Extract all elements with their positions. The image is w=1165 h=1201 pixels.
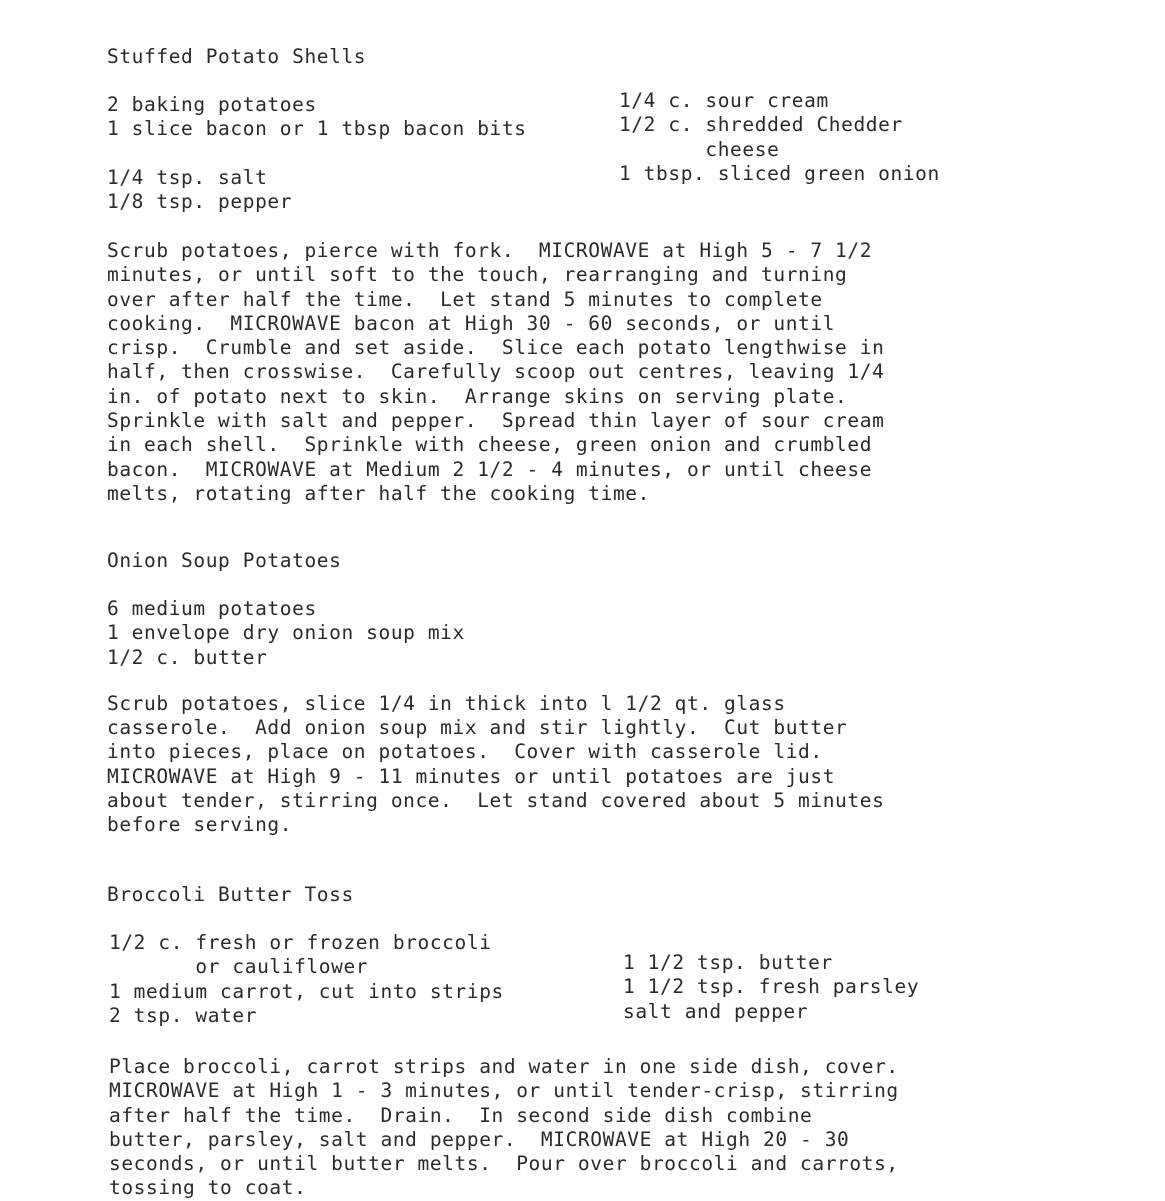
direction-line: about tender, stirring once. Let stand covered about 5 minutes: [107, 789, 885, 813]
direction-line: before serving.: [107, 813, 293, 837]
direction-line: cooking. MICROWAVE bacon at High 30 - 60 seconds, or until: [107, 311, 836, 335]
direction-line: Sprinkle with salt and pepper. Spread thin layer of sour cream: [107, 409, 885, 433]
ingredient-line: 2 tsp. water: [109, 1003, 258, 1027]
recipe-broccoli-butter-toss: [107, 883, 1107, 1201]
direction-line: casserole. Add onion soup mix and stir lightly. Cut butter: [107, 716, 848, 740]
ingredients-left-column: [107, 93, 527, 214]
ingredient-line: 1/4 tsp. salt: [107, 165, 268, 189]
recipe-onion-soup-potatoes: [107, 549, 1107, 838]
recipe-title: Broccoli Butter Toss: [107, 883, 354, 906]
ingredient-list: [107, 89, 1107, 215]
ingredient-line: cheese: [619, 137, 780, 161]
recipe-directions: [107, 692, 1107, 838]
ingredient-line: 6 medium potatoes: [107, 597, 317, 620]
ingredient-line: 1/4 c. sour cream: [619, 89, 829, 112]
direction-line: in. of potato next to skin. Arrange skins on serving plate.: [107, 384, 848, 408]
direction-line: Scrub potatoes, slice 1/4 in thick into l 1/2 qt. glass: [107, 691, 786, 715]
direction-line: melts, rotating after half the cooking time.: [107, 481, 650, 505]
direction-line: half, then crosswise. Carefully scoop out centres, leaving 1/4: [107, 360, 885, 384]
direction-line: over after half the time. Let stand 5 minutes to complete: [107, 287, 823, 311]
ingredient-line: 1/8 tsp. pepper: [107, 190, 293, 214]
direction-line: Scrub potatoes, pierce with fork. MICROWAVE at High 5 - 7 1/2: [107, 239, 873, 262]
ingredient-line: 1 1/2 tsp. fresh parsley: [623, 975, 920, 999]
ingredient-line: 1 slice bacon or 1 tbsp bacon bits: [107, 117, 527, 141]
recipe-directions: [107, 239, 1107, 506]
direction-line: crisp. Crumble and set aside. Slice each potato lengthwise in: [107, 336, 885, 360]
ingredients-right-column: [619, 89, 940, 186]
direction-line: minutes, or until soft to the touch, rearranging and turning: [107, 263, 848, 287]
direction-line: after half the time. Drain. In second side dish combine: [109, 1103, 813, 1127]
recipe-stuffed-potato-shells: [107, 45, 1107, 506]
ingredient-line: [107, 142, 527, 166]
ingredient-line: 1/2 c. butter: [107, 645, 268, 669]
ingredients-right-column: [623, 951, 919, 1024]
ingredient-list: [107, 931, 1107, 1029]
ingredient-line: 1 1/2 tsp. butter: [623, 951, 833, 974]
recipe-title: Stuffed Potato Shells: [107, 45, 367, 68]
recipe-directions: [109, 1055, 1107, 1201]
ingredient-line: or cauliflower: [109, 955, 369, 979]
ingredient-line: 1 envelope dry onion soup mix: [107, 621, 465, 645]
ingredient-line: 1 medium carrot, cut into strips: [109, 979, 504, 1003]
direction-line: bacon. MICROWAVE at Medium 2 1/2 - 4 minutes, or until cheese: [107, 457, 873, 481]
direction-line: in each shell. Sprinkle with cheese, green onion and crumbled: [107, 433, 873, 457]
ingredient-list: [107, 597, 1107, 670]
direction-line: Place broccoli, carrot strips and water in one side dish, cover.: [109, 1055, 899, 1078]
direction-line: seconds, or until butter melts. Pour over broccoli and carrots,: [109, 1152, 899, 1176]
direction-line: into pieces, place on potatoes. Cover with casserole lid.: [107, 740, 823, 764]
direction-line: MICROWAVE at High 1 - 3 minutes, or until tender-crisp, stirring: [109, 1079, 899, 1103]
recipe-title: Onion Soup Potatoes: [107, 549, 342, 572]
ingredient-line: 2 baking potatoes: [107, 93, 317, 116]
ingredient-line: salt and pepper: [623, 999, 809, 1023]
ingredient-line: 1/2 c. fresh or frozen broccoli: [109, 931, 492, 954]
ingredient-line: 1/2 c. shredded Chedder: [619, 113, 903, 137]
ingredient-line: 1 tbsp. sliced green onion: [619, 161, 940, 185]
direction-line: butter, parsley, salt and pepper. MICROWAVE at High 20 - 30: [109, 1127, 850, 1151]
direction-line: MICROWAVE at High 9 - 11 minutes or until potatoes are just: [107, 764, 836, 788]
direction-line: tossing to coat.: [109, 1176, 307, 1200]
ingredients-left-column: [109, 931, 504, 1028]
